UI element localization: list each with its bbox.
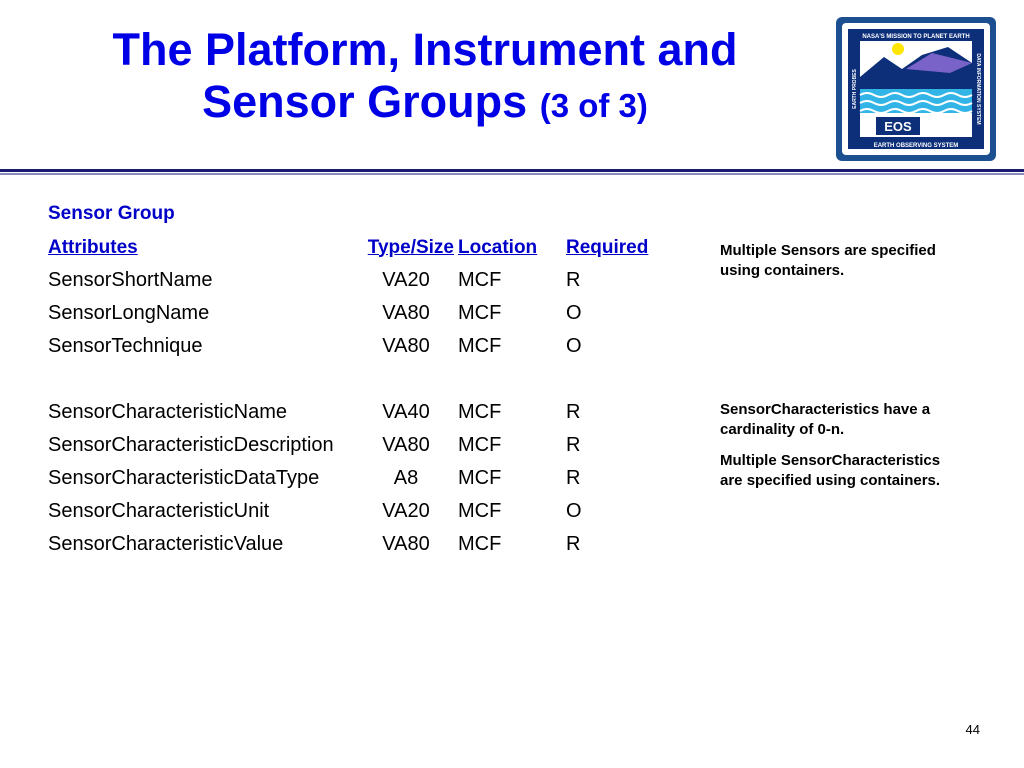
attribute-required: R: [566, 533, 581, 555]
table-row: [44, 462, 666, 495]
attribute-required: R: [566, 434, 581, 456]
logo-left-text: EARTH PROBES: [852, 69, 858, 109]
attribute-required: R: [566, 269, 581, 291]
attribute-location: MCF: [458, 434, 502, 456]
table-row: [44, 297, 666, 330]
attribute-required: O: [566, 302, 582, 324]
attribute-name: SensorCharacteristicName: [48, 401, 287, 423]
table-row: [44, 528, 666, 561]
table-row: [44, 264, 666, 297]
attribute-location: MCF: [458, 302, 502, 324]
table-row: [44, 396, 666, 429]
attribute-name: SensorCharacteristicDataType: [48, 467, 320, 489]
note-multiple-sensors: Multiple Sensors are specified using containers.: [720, 242, 936, 279]
attribute-type: VA80: [382, 302, 430, 324]
attribute-name: SensorShortName: [48, 269, 213, 291]
attribute-type: VA20: [382, 500, 430, 522]
attribute-type: VA80: [382, 335, 430, 357]
header-required: Required: [566, 236, 649, 258]
attribute-location: MCF: [458, 533, 502, 555]
attribute-name: SensorTechnique: [48, 335, 203, 357]
header-location: Location: [458, 236, 538, 258]
attributes-table: [44, 231, 666, 561]
page-number: 44: [965, 722, 980, 737]
attribute-type: VA80: [382, 434, 430, 456]
note-cardinality: SensorCharacteristics have a cardinality of 0-n.: [720, 401, 931, 438]
attribute-type: VA40: [382, 401, 430, 423]
logo-top-text: NASA'S MISSION TO PLANET EARTH: [862, 34, 970, 40]
logo-right-text: DATA INFORMATION SYSTEM: [975, 53, 981, 125]
attribute-name: SensorCharacteristicValue: [48, 533, 284, 555]
header-divider-shadow: [0, 173, 1024, 175]
header-type-size: Type/Size: [367, 236, 454, 258]
attribute-location: MCF: [458, 500, 502, 522]
attribute-location: MCF: [458, 401, 502, 423]
slide-title-suffix: (3 of 3): [539, 87, 648, 124]
attribute-required: O: [566, 335, 582, 357]
attribute-required: R: [566, 467, 581, 489]
attribute-type: VA20: [382, 269, 430, 291]
attribute-type: VA80: [382, 533, 430, 555]
logo-bottom-text: EARTH OBSERVING SYSTEM: [873, 143, 959, 149]
header-attributes: Attributes: [48, 236, 138, 258]
attribute-required: R: [566, 401, 581, 423]
attribute-name: SensorCharacteristicDescription: [48, 434, 334, 456]
attribute-name: SensorCharacteristicUnit: [48, 500, 270, 522]
attribute-location: MCF: [458, 467, 502, 489]
slide-title: [40, 24, 810, 132]
attribute-required: O: [566, 500, 582, 522]
attribute-name: SensorLongName: [48, 302, 210, 324]
note-multiple-characteristics: Multiple SensorCharacteristics are specified using containers.: [720, 452, 941, 489]
header-divider: [0, 169, 1024, 172]
attribute-location: MCF: [458, 269, 502, 291]
table-row: [44, 429, 666, 462]
eos-logo: [836, 17, 996, 161]
table-header-row: [44, 231, 666, 264]
attribute-location: MCF: [458, 335, 502, 357]
table-row: [44, 495, 666, 528]
attribute-type: A8: [393, 467, 419, 489]
group-title: Sensor Group: [48, 203, 175, 224]
logo-center-text: EOS: [884, 119, 912, 134]
table-row: [44, 330, 666, 363]
table-spacer-row: [44, 363, 666, 396]
slide-title-main: The Platform, Instrument and Sensor Groups: [112, 24, 738, 127]
